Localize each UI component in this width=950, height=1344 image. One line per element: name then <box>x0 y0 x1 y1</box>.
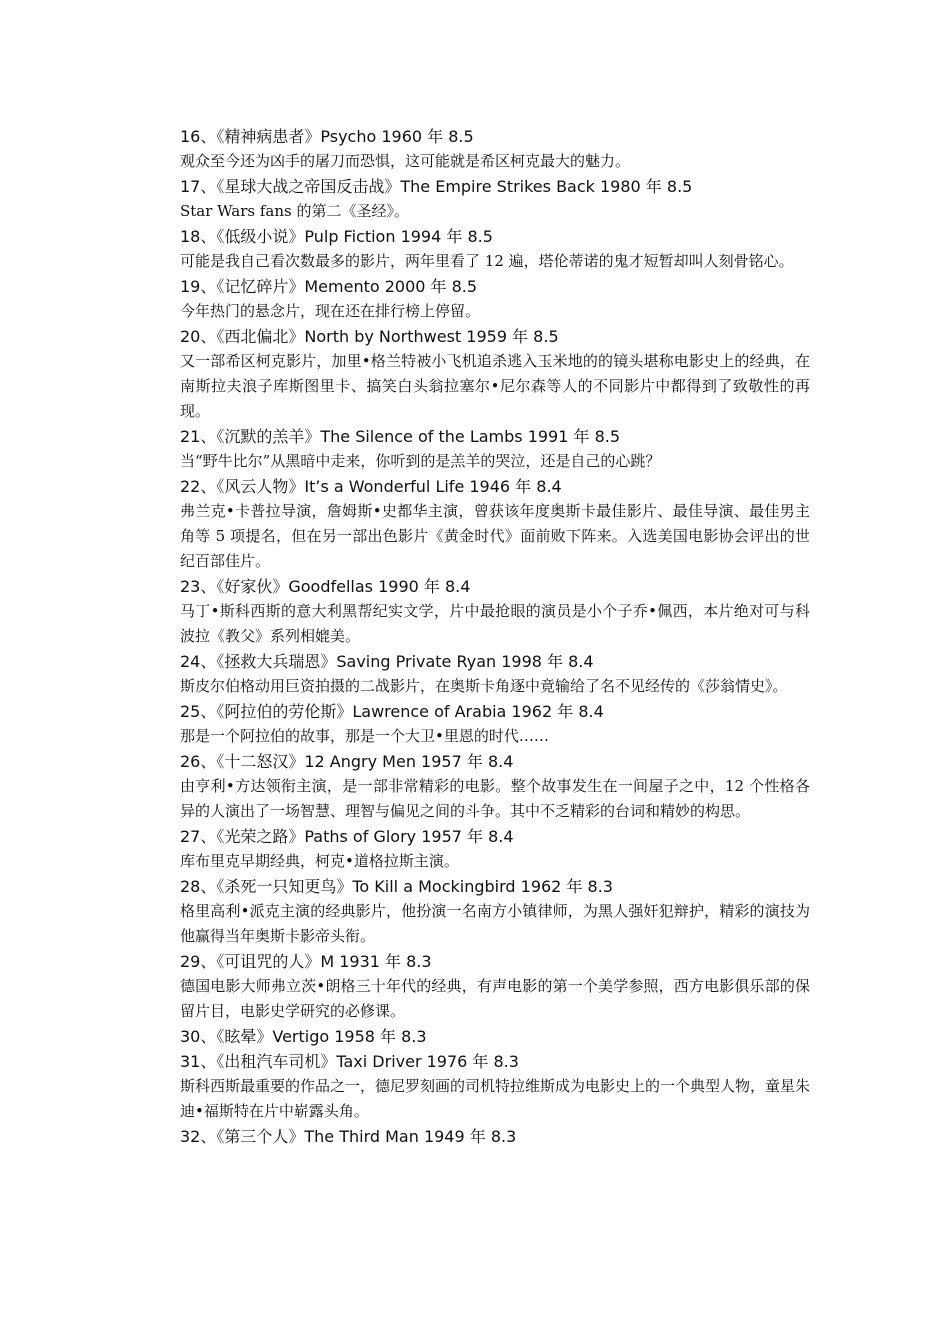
movie-entry-21 <box>180 424 810 474</box>
movie-description: 那是一个阿拉伯的故事，那是一个大卫•里恩的时代…… <box>180 727 549 745</box>
movie-title: 29、《可诅咒的人》M 1931 年 8.3 <box>180 952 432 971</box>
movie-entry-31 <box>180 1049 810 1124</box>
movie-description: 当“野牛比尔”从黑暗中走来，你听到的是羔羊的哭泣，还是自己的心跳？ <box>180 452 661 470</box>
movie-title: 23、《好家伙》Goodfellas 1990 年 8.4 <box>180 577 471 596</box>
movie-title: 22、《风云人物》It’s a Wonderful Life 1946 年 8.4 <box>180 477 562 496</box>
movie-title: 32、《第三个人》The Third Man 1949 年 8.3 <box>180 1127 517 1146</box>
movie-description: 观众至今还为凶手的屠刀而恐惧，这可能就是希区柯克最大的魅力。 <box>180 152 631 170</box>
movie-description: 斯皮尔伯格动用巨资拍摄的二战影片，在奥斯卡角逐中竟输给了名不见经传的《莎翁情史》。 <box>180 677 788 695</box>
movie-title: 28、《杀死一只知更鸟》To Kill a Mockingbird 1962 年 8.3 <box>180 877 613 896</box>
movie-title: 21、《沉默的羔羊》The Silence of the Lambs 1991 年 8.5 <box>180 427 621 446</box>
movie-entry-19 <box>180 274 810 324</box>
movie-entry-29 <box>180 949 810 1024</box>
movie-title: 27、《光荣之路》Paths of Glory 1957 年 8.4 <box>180 827 514 846</box>
movie-entry-20 <box>180 324 810 424</box>
movie-description: 由亨利•方达领衔主演，是一部非常精彩的电影。整个故事发生在一间屋子之中，12 个性格各异的人演出了一场智慧、理智与偏见之间的斗争。其中不乏精彩的台词和精妙的构思。 <box>180 777 810 820</box>
movie-entry-26 <box>180 749 810 824</box>
movie-entry-16 <box>180 124 810 174</box>
movie-title: 17、《星球大战之帝国反击战》The Empire Strikes Back 1980 年 8.5 <box>180 177 693 196</box>
movie-entry-23 <box>180 574 810 649</box>
movie-entry-27 <box>180 824 810 874</box>
movie-title: 25、《阿拉伯的劳伦斯》Lawrence of Arabia 1962 年 8.4 <box>180 702 604 721</box>
movie-description: 今年热门的悬念片，现在还在排行榜上停留。 <box>180 302 481 320</box>
movie-entry-32 <box>180 1124 810 1149</box>
movie-entry-24 <box>180 649 810 699</box>
movie-title: 19、《记忆碎片》Memento 2000 年 8.5 <box>180 277 478 296</box>
document-page <box>180 124 810 1149</box>
movie-title: 26、《十二怒汉》12 Angry Men 1957 年 8.4 <box>180 752 514 771</box>
movie-description: 格里高利•派克主演的经典影片，他扮演一名南方小镇律师，为黑人强奸犯辩护，精彩的演技为他赢得当年奥斯卡影帝头衔。 <box>180 902 810 945</box>
movie-title: 18、《低级小说》Pulp Fiction 1994 年 8.5 <box>180 227 493 246</box>
movie-entry-17 <box>180 174 810 224</box>
movie-title: 31、《出租汽车司机》Taxi Driver 1976 年 8.3 <box>180 1052 519 1071</box>
movie-description: 弗兰克•卡普拉导演，詹姆斯•史都华主演，曾获该年度奥斯卡最佳影片、最佳导演、最佳男主角等 5 项提名，但在另一部出色影片《黄金时代》面前败下阵来。入选美国电影协会评出的世纪百部佳片。 <box>180 502 810 570</box>
movie-entry-22 <box>180 474 810 574</box>
movie-entry-18 <box>180 224 810 274</box>
movie-entry-25 <box>180 699 810 749</box>
movie-description: 德国电影大师弗立茨•朗格三十年代的经典，有声电影的第一个美学参照，西方电影俱乐部的保留片目，电影史学研究的必修课。 <box>180 977 810 1020</box>
movie-description: Star Wars fans 的第二《圣经》。 <box>180 202 409 220</box>
movie-title: 16、《精神病患者》Psycho 1960 年 8.5 <box>180 127 474 146</box>
movie-description: 库布里克早期经典，柯克•道格拉斯主演。 <box>180 852 459 870</box>
movie-description: 又一部希区柯克影片，加里•格兰特被小飞机追杀逃入玉米地的的镜头堪称电影史上的经典，在南斯拉夫浪子库斯图里卡、搞笑白头翁拉塞尔•尼尔森等人的不同影片中都得到了致敬性的再现。 <box>180 352 810 420</box>
movie-title: 30、《眩晕》Vertigo 1958 年 8.3 <box>180 1027 427 1046</box>
movie-description: 斯科西斯最重要的作品之一，德尼罗刻画的司机特拉维斯成为电影史上的一个典型人物，童星朱迪•福斯特在片中崭露头角。 <box>180 1077 811 1120</box>
movie-title: 24、《拯救大兵瑞恩》Saving Private Ryan 1998 年 8.4 <box>180 652 594 671</box>
movie-entry-30 <box>180 1024 810 1049</box>
movie-title: 20、《西北偏北》North by Northwest 1959 年 8.5 <box>180 327 559 346</box>
movie-description: 可能是我自己看次数最多的影片，两年里看了 12 遍，塔伦蒂诺的鬼才短暂却叫人刻骨铭心。 <box>180 252 794 270</box>
movie-entry-28 <box>180 874 810 949</box>
movie-description: 马丁•斯科西斯的意大利黑帮纪实文学，片中最抢眼的演员是小个子乔•佩西，本片绝对可与科波拉《教父》系列相媲美。 <box>180 602 810 645</box>
